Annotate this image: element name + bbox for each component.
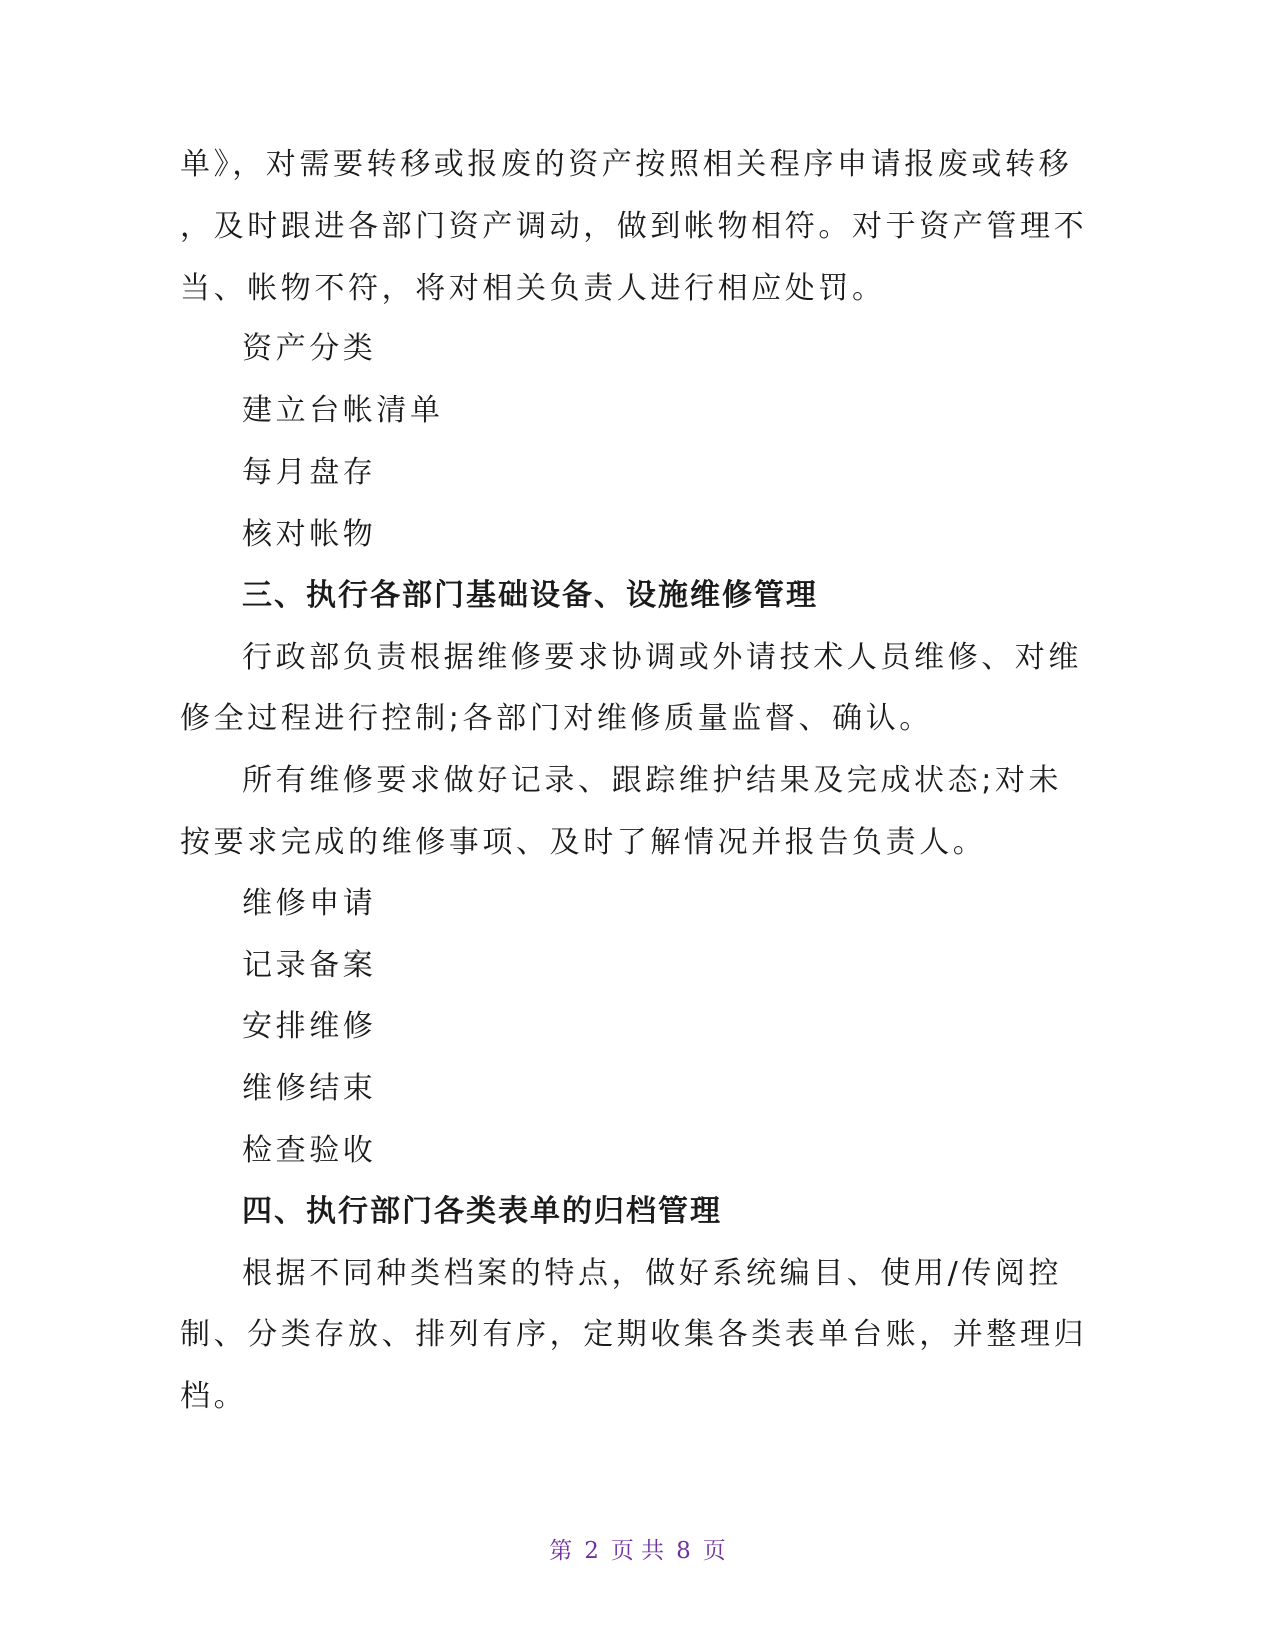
paragraph-line: 根据不同种类档案的特点，做好系统编目、使用/传阅控 (242, 1256, 1063, 1291)
repair-step-item: 维修结束 (242, 1071, 377, 1106)
paragraph-line: 当、帐物不符，将对相关负责人进行相应处罚。 (180, 271, 886, 306)
section-heading: 三、执行各部门基础设备、设施维修管理 (242, 578, 818, 613)
paragraph-line: 行政部负责根据维修要求协调或外请技术人员维修、对维 (242, 640, 1082, 675)
paragraph-line: 所有维修要求做好记录、跟踪维护结果及完成状态;对未 (242, 763, 1063, 798)
footer-total-pages: 8 (676, 1538, 691, 1564)
asset-step-item: 每月盘存 (242, 455, 377, 490)
asset-step-item: 核对帐物 (242, 517, 377, 552)
paragraph-line: 制、分类存放、排列有序，定期收集各类表单台账，并整理归 (180, 1317, 1088, 1352)
footer-prefix: 第 (549, 1538, 573, 1564)
page-footer (0, 1532, 1275, 1565)
footer-page-number: 2 (584, 1538, 599, 1564)
repair-step-item: 维修申请 (242, 886, 377, 921)
footer-suffix: 页 (702, 1538, 726, 1564)
paragraph-line: 档。 (180, 1379, 248, 1414)
asset-step-item: 资产分类 (242, 331, 377, 366)
repair-step-item: 安排维修 (242, 1009, 377, 1044)
repair-step-item: 记录备案 (242, 948, 377, 983)
paragraph-line: 单》，对需要转移或报废的资产按照相关程序申请报废或转移 (180, 147, 1073, 182)
section-heading: 四、执行部门各类表单的归档管理 (242, 1194, 722, 1229)
repair-step-item: 检查验收 (242, 1133, 377, 1168)
footer-middle: 页 共 (610, 1538, 665, 1564)
asset-step-item: 建立台帐清单 (242, 393, 444, 428)
paragraph-line: 按要求完成的维修事项、及时了解情况并报告负责人。 (180, 825, 987, 860)
paragraph-line: ，及时跟进各部门资产调动，做到帐物相符。对于资产管理不 (180, 209, 1088, 244)
paragraph-line: 修全过程进行控制;各部门对维修质量监督、确认。 (180, 701, 933, 736)
